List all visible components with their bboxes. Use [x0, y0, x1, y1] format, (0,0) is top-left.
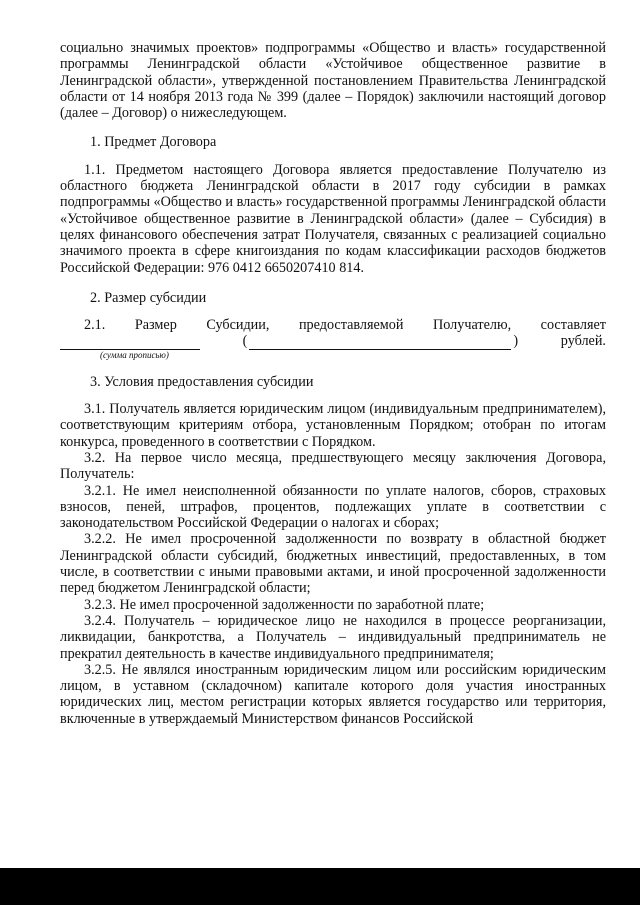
scan-bottom-edge	[0, 868, 640, 905]
amount-words-field: ( )	[242, 333, 519, 350]
paragraph-3-2-1: 3.2.1. Не имел неисполненной обязанности по уплате налогов, сборов, страховых взносов, пеней, штрафов, процентов, подлежащих уплате в соответствии с законодательством Российской Федерации о налогах и сборах;	[60, 482, 606, 532]
currency-label: рублей.	[560, 333, 606, 350]
paragraph-3-2-5: 3.2.5. Не являлся иностранным юридическим лицом или российским юридическим лицом, в уставном (складочном) капитале которого доля участия иностранных юридических лиц, местом регистрации которых является государство или территория, включенные в утверждаемый Министерством финансов Российской	[60, 661, 606, 727]
paragraph-1-1: 1.1. Предметом настоящего Договора является предоставление Получателю из областного бюджета Ленинградской области в 2017 году субсидии в рамках подпрограммы «Общество и власть» государственной программы Ленинградской области «Устойчивое общественное развитие в Ленинградской области» (далее – Субсидия) в целях финансового обеспечения затрат Получателя, связанных с реализацией социально значимого проекта в сфере книгоиздания по кодам классификации расходов бюджетов Российской Федерации: 976 0412 6650207410 814.	[60, 161, 606, 276]
sum-fill-line	[60, 333, 606, 349]
section-3-heading: 3. Условия предоставления субсидии	[90, 373, 314, 390]
section-2-heading: 2. Размер субсидии	[90, 289, 207, 306]
paragraph-3-2-4: 3.2.4. Получатель – юридическое лицо не находился в процессе реорганизации, ликвидации, банкротства, а Получатель – индивидуальный предприниматель не прекратил деятельность в качестве индивидуального предпринимателя;	[60, 612, 606, 662]
paragraph-3-2: 3.2. На первое число месяца, предшествующего месяцу заключения Договора, Получатель:	[60, 449, 606, 483]
amount-words-caption: (сумма прописью)	[100, 349, 169, 360]
paragraph-3-1: 3.1. Получатель является юридическим лицом (индивидуальным предпринимателем), соответствующим критериям отбора, установленным Порядком; отобран по итогам конкурса, проведенного в соответствии с Порядком.	[60, 401, 606, 450]
amount-blank-field	[60, 335, 200, 350]
paragraph-3-2-2: 3.2.2. Не имел просроченной задолженности по возврату в областной бюджет Ленинградской области субсидий, бюджетных инвестиций, предоставленных, в том числе, в соответствии с иными правовыми актами, и иной просроченной задолженности перед бюджетом Ленинградской области;	[60, 531, 606, 597]
paragraph-3-2-3: 3.2.3. Не имел просроченной задолженности по заработной плате;	[84, 596, 485, 613]
section-1-heading: 1. Предмет Договора	[90, 134, 217, 151]
amount-words-blank	[249, 335, 511, 350]
paragraph-2-1: 2.1. Размер Субсидии, предоставляемой Получателю, составляет	[84, 317, 606, 334]
intro-paragraph: социально значимых проектов» подпрограммы «Общество и власть» государственной программы Ленинградской области «Устойчивое общественное развитие в Ленинградской области», утвержденной постановлением Правительства Ленинградской области от 14 ноября 2013 года № 399 (далее – Порядок) заключили настоящий договор (далее – Договор) о нижеследующем.	[60, 40, 606, 122]
document-body	[60, 40, 606, 727]
